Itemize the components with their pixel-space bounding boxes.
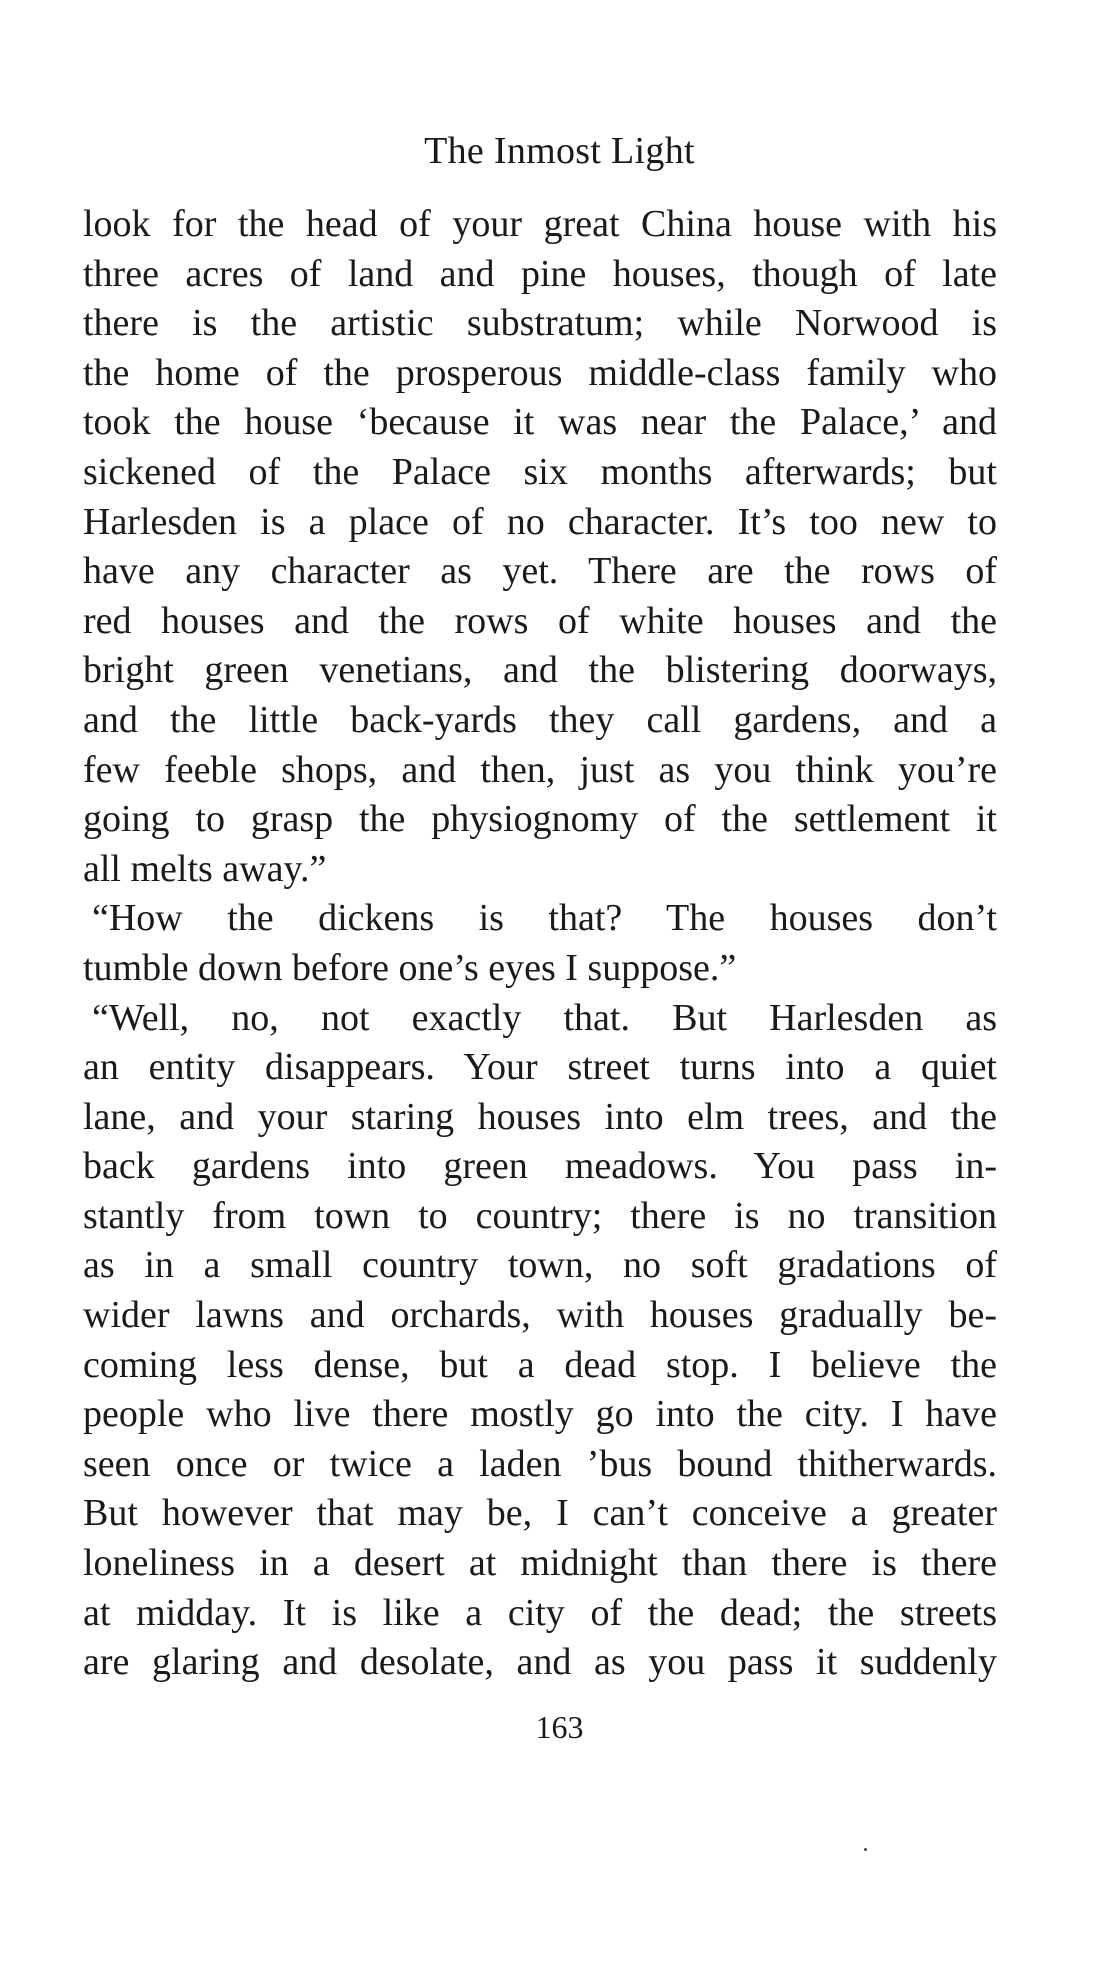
text-line: going to grasp the physiognomy of the settlement it — [83, 798, 997, 841]
text-line: tumble down before one’s eyes I suppose.” — [83, 946, 737, 989]
text-line: there is the artistic substratum; while Norwood is — [83, 302, 997, 345]
text-line: back gardens into green meadows. You pass in- — [83, 1145, 997, 1188]
text-line: few feeble shops, and then, just as you think you’re — [83, 748, 997, 791]
text-line: seen once or twice a laden ’bus bound thitherwards. — [83, 1442, 997, 1485]
text-line: took the house ‘because it was near the Palace,’ and — [83, 401, 997, 444]
text-line: Harlesden is a place of no character. It’s too new to — [83, 500, 997, 543]
text-line: stantly from town to country; there is no transition — [83, 1194, 997, 1237]
text-line: “How the dickens is that? The houses don’t — [92, 897, 997, 940]
text-line: “Well, no, not exactly that. But Harlesden as — [92, 996, 997, 1039]
text-line: red houses and the rows of white houses and the — [83, 599, 997, 642]
page-number: 163 — [535, 1709, 584, 1745]
text-line: wider lawns and orchards, with houses gradually be- — [83, 1294, 997, 1337]
text-line: bright green venetians, and the blistering doorways, — [83, 649, 997, 692]
text-line: three acres of land and pine houses, though of late — [83, 252, 997, 295]
text-line: an entity disappears. Your street turns into a quiet — [83, 1046, 997, 1089]
text-line: have any character as yet. There are the rows of — [83, 550, 997, 593]
body-text — [83, 200, 997, 1688]
text-line: look for the head of your great China house with his — [83, 203, 997, 245]
text-line: sickened of the Palace six months afterwards; but — [83, 450, 997, 493]
text-line: all melts away.” — [83, 847, 327, 890]
text-line: the home of the prosperous middle-class family who — [83, 351, 997, 394]
text-line: are glaring and desolate, and as you pass it suddenly — [83, 1641, 997, 1684]
text-line: loneliness in a desert at midnight than there is there — [83, 1542, 997, 1585]
text-line: at midday. It is like a city of the dead; the streets — [83, 1591, 997, 1634]
running-head: The Inmost Light — [424, 130, 695, 172]
text-line: coming less dense, but a dead stop. I believe the — [83, 1343, 997, 1386]
text-line: people who live there mostly go into the city. I have — [83, 1393, 997, 1436]
text-line: and the little back-yards they call gardens, and a — [83, 698, 997, 741]
text-line: lane, and your staring houses into elm trees, and the — [83, 1095, 997, 1138]
text-line: But however that may be, I can’t conceive a greater — [83, 1492, 997, 1535]
text-line: as in a small country town, no soft gradations of — [83, 1244, 997, 1287]
print-speck — [864, 1848, 867, 1851]
